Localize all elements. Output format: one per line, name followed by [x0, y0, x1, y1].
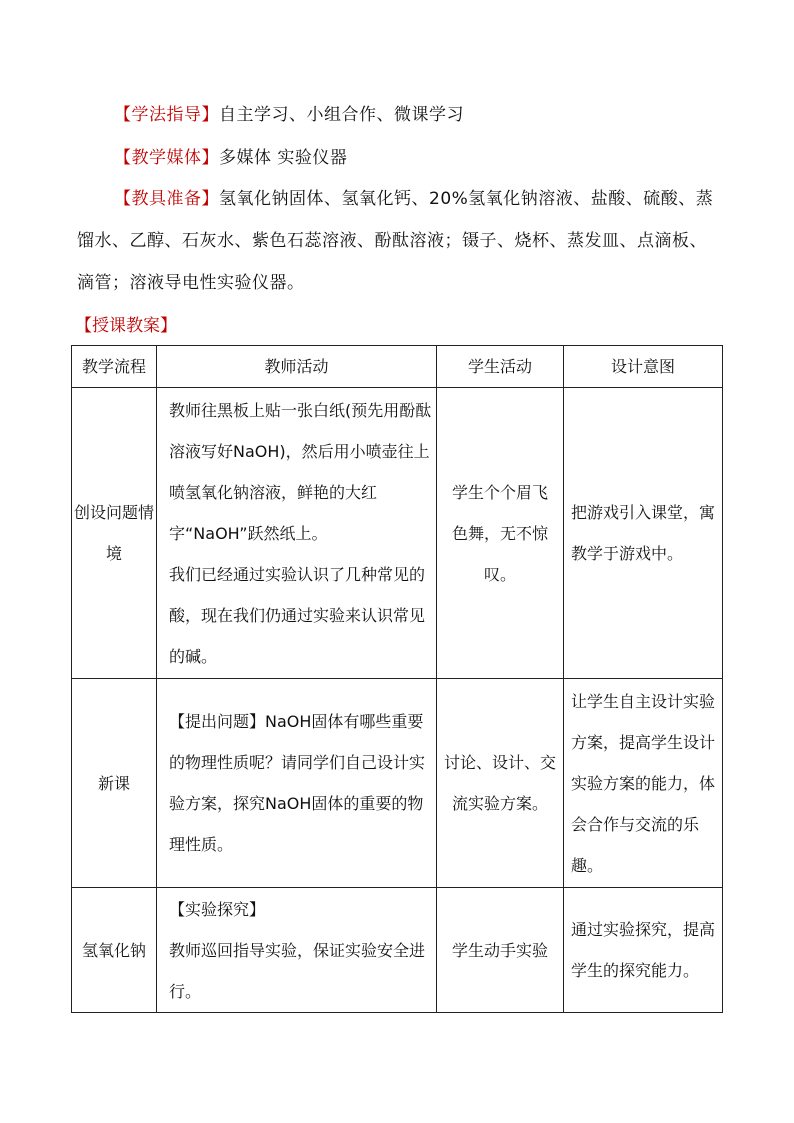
table-row	[72, 388, 723, 679]
table-header-row	[72, 346, 723, 388]
row-flow-cell: 创设问题情境	[72, 388, 157, 679]
row-student-cell: 学生动手实验	[437, 888, 564, 1013]
teacher-line: 【实验探究】	[169, 899, 266, 919]
study-method-paragraph	[77, 94, 722, 136]
row-teacher-cell	[157, 888, 437, 1013]
teaching-tools-label: 【教具准备】	[114, 189, 219, 209]
row-intent-cell: 把游戏引入课堂，寓教学于游戏中。	[564, 388, 723, 679]
header-design-intent: 设计意图	[564, 346, 723, 388]
lesson-plan-heading: 【授课教案】	[75, 316, 177, 336]
table-row	[72, 679, 723, 888]
teacher-line: 【提出问题】NaOH固体有哪些重要的物理性质呢？请同学们自己设计实验方案，探究NaOH固体的重要的物理性质。	[169, 712, 426, 854]
lesson-plan-table	[71, 345, 723, 1013]
row-intent-cell: 让学生自主设计实验方案，提高学生设计实验方案的能力，体会合作与交流的乐趣。	[564, 679, 723, 888]
teacher-line: 我们已经通过实验认识了几种常见的酸，现在我们仍通过实验来认识常见的碱。	[169, 564, 426, 666]
row-teacher-cell	[157, 388, 437, 679]
row-flow-cell: 新课	[72, 679, 157, 888]
row-student-cell: 讨论、设计、交流实验方案。	[437, 679, 564, 888]
row-flow-cell: 氢氧化钠	[72, 888, 157, 1013]
teaching-media-label: 【教学媒体】	[114, 148, 219, 168]
header-teacher-activity: 教师活动	[157, 346, 437, 388]
study-method-label: 【学法指导】	[114, 105, 219, 125]
teaching-media-text: 多媒体 实验仪器	[219, 148, 348, 168]
teacher-line: 教师巡回指导实验，保证实验安全进行。	[169, 940, 426, 1001]
row-student-cell: 学生个个眉飞色舞，无不惊叹。	[437, 388, 564, 679]
row-teacher-cell	[157, 679, 437, 888]
study-method-text: 自主学习、小组合作、微课学习	[219, 105, 464, 125]
teaching-tools-text: 氢氧化钠固体、氢氧化钙、20%氢氧化钠溶液、盐酸、硫酸、蒸馏水、乙醇、石灰水、紫色石蕊溶液、酚酞溶液；镊子、烧杯、蒸发皿、点滴板、滴管；溶液导电性实验仪器。	[77, 189, 714, 293]
table-row	[72, 888, 723, 1013]
header-student-activity: 学生活动	[437, 346, 564, 388]
row-intent-cell: 通过实验探究，提高学生的探究能力。	[564, 888, 723, 1013]
header-flow: 教学流程	[72, 346, 157, 388]
teacher-line: 教师往黑板上贴一张白纸(预先用酚酞溶液写好NaOH)，然后用小喷壶往上喷氢氧化钠溶液，鲜艳的大红字“NaOH”跃然纸上。	[169, 400, 432, 543]
teaching-media-paragraph	[77, 137, 722, 179]
teaching-tools-paragraph	[77, 178, 722, 304]
